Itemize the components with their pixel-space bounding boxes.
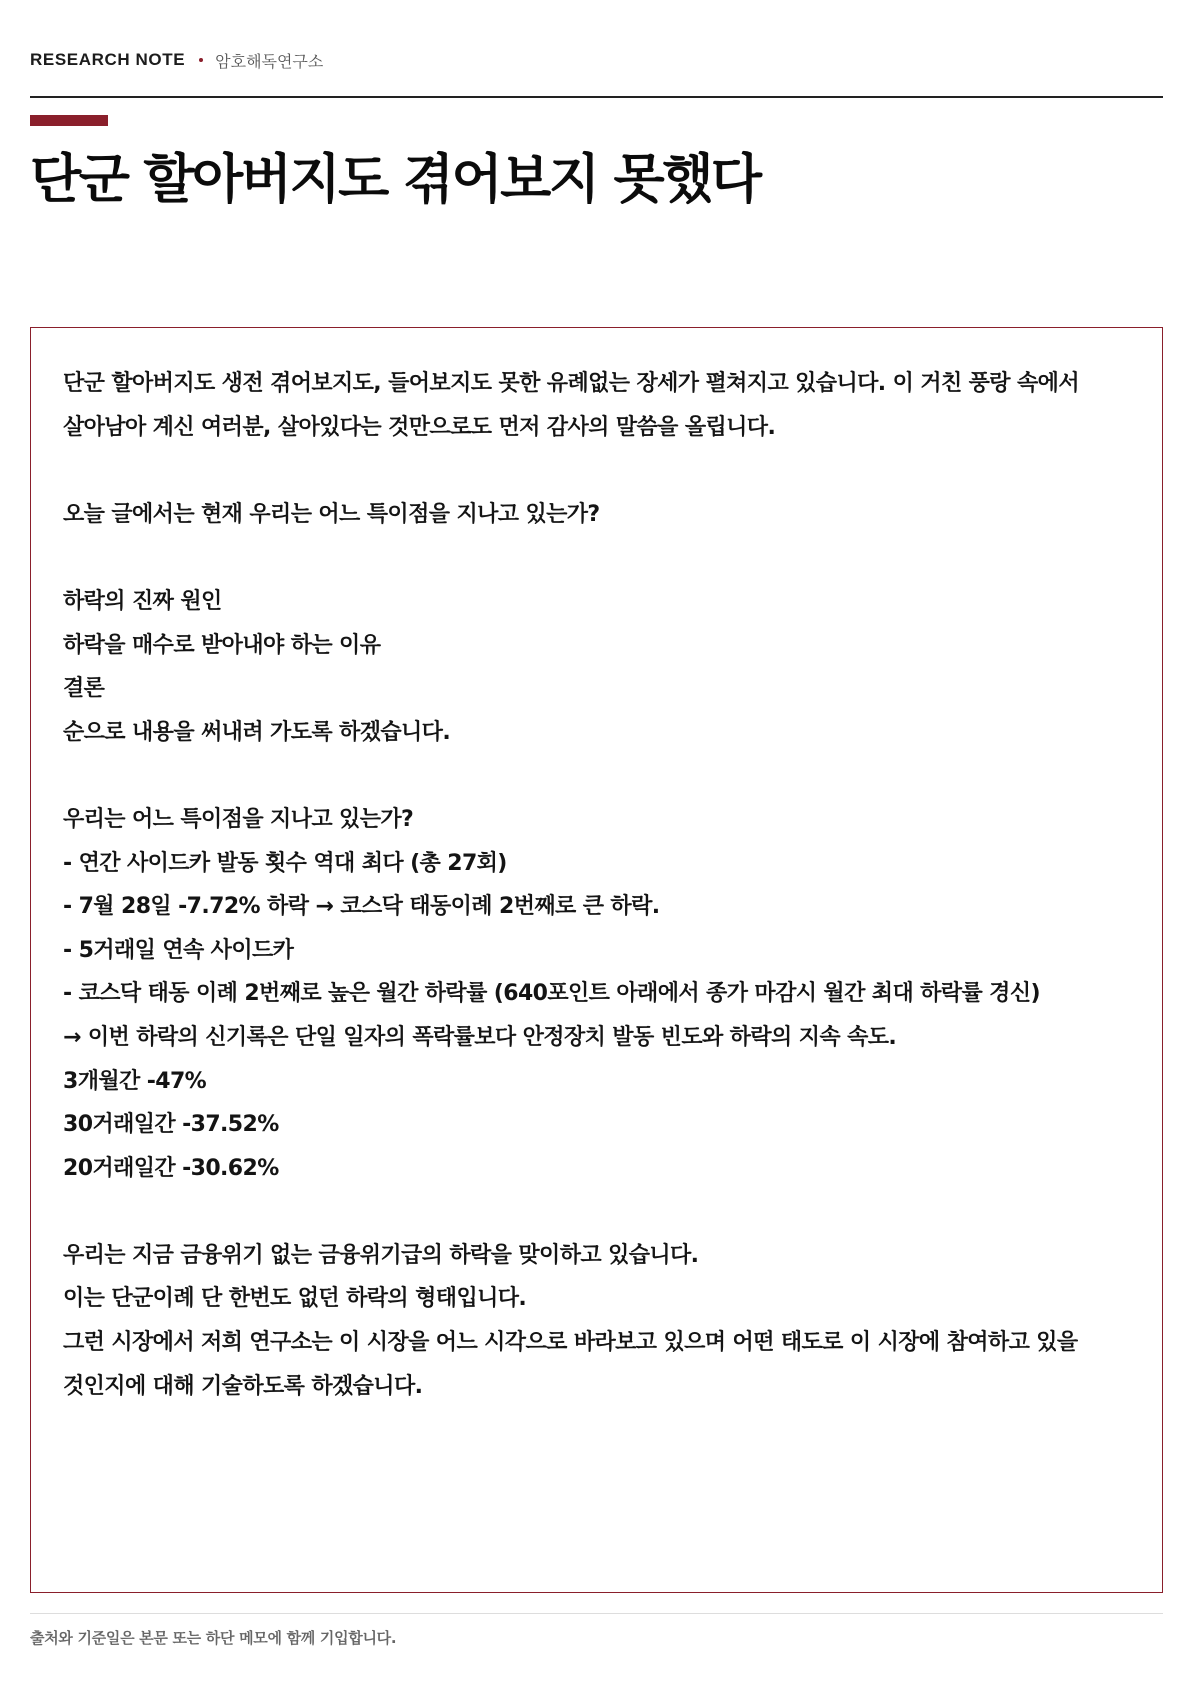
body-line: 하락의 진짜 원인 [63,588,222,614]
body-line: 30거래일간 -37.52% [63,1112,279,1138]
body-line: 그런 시장에서 저희 연구소는 이 시장을 어느 시각으로 바라보고 있으며 어떤 태도로 이 시장에 참여하고 있을 [63,1330,1078,1356]
body-line: 것인지에 대해 기술하도록 하겠습니다. [63,1373,423,1399]
title-accent-bar [30,115,108,126]
body-line: 결론 [63,676,105,702]
body-line: - 연간 사이드카 발동 횟수 역대 최다 (총 27회) [63,850,507,876]
brand-label: RESEARCH NOTE [30,50,186,69]
body-line: → 이번 하락의 신기록은 단일 일자의 폭락률보다 안정장치 발동 빈도와 하락의 지속 속도. [63,1024,897,1050]
body-line: 하락을 매수로 받아내야 하는 이유 [63,632,381,658]
body-line: - 코스닥 태동 이례 2번째로 높은 월간 하락률 (640포인트 아래에서 종가 마감시 월간 최대 하락률 경신) [63,981,1040,1007]
body-line: 살아남아 계신 여러분, 살아있다는 것만으로도 먼저 감사의 말씀을 올립니다. [63,414,776,440]
body-text [63,362,1133,1408]
body-line [63,1190,1133,1234]
footer-note: 출처와 기준일은 본문 또는 하단 메모에 함께 기입합니다. [30,1629,397,1647]
body-line: 우리는 어느 특이점을 지나고 있는가? [63,806,414,832]
separator-dot [199,58,203,62]
body-line: 우리는 지금 금융위기 없는 금융위기급의 하락을 맞이하고 있습니다. [63,1242,699,1268]
page-title: 단군 할아버지도 겪어보지 못했다 [30,149,760,210]
footer-divider [30,1613,1163,1614]
body-line [63,536,1133,580]
content-box [30,327,1163,1593]
header [30,50,323,70]
header-divider [30,96,1163,98]
body-line: 순으로 내용을 써내려 가도록 하겠습니다. [63,719,451,745]
organization-label: 암호해독연구소 [215,51,324,71]
body-line [63,754,1133,798]
body-line: 단군 할아버지도 생전 겪어보지도, 들어보지도 못한 유례없는 장세가 펼쳐지고 있습니다. 이 거친 풍랑 속에서 [63,371,1079,396]
body-line: 오늘 글에서는 현재 우리는 어느 특이점을 지나고 있는가? [63,501,600,527]
body-line: - 5거래일 연속 사이드카 [63,937,294,963]
body-line [63,449,1133,493]
body-line: 이는 단군이례 단 한번도 없던 하락의 형태입니다. [63,1286,527,1312]
body-line: - 7월 28일 -7.72% 하락 → 코스닥 태동이례 2번째로 큰 하락. [63,894,660,920]
body-line: 3개월간 -47% [63,1068,207,1094]
body-line: 20거래일간 -30.62% [63,1155,279,1181]
